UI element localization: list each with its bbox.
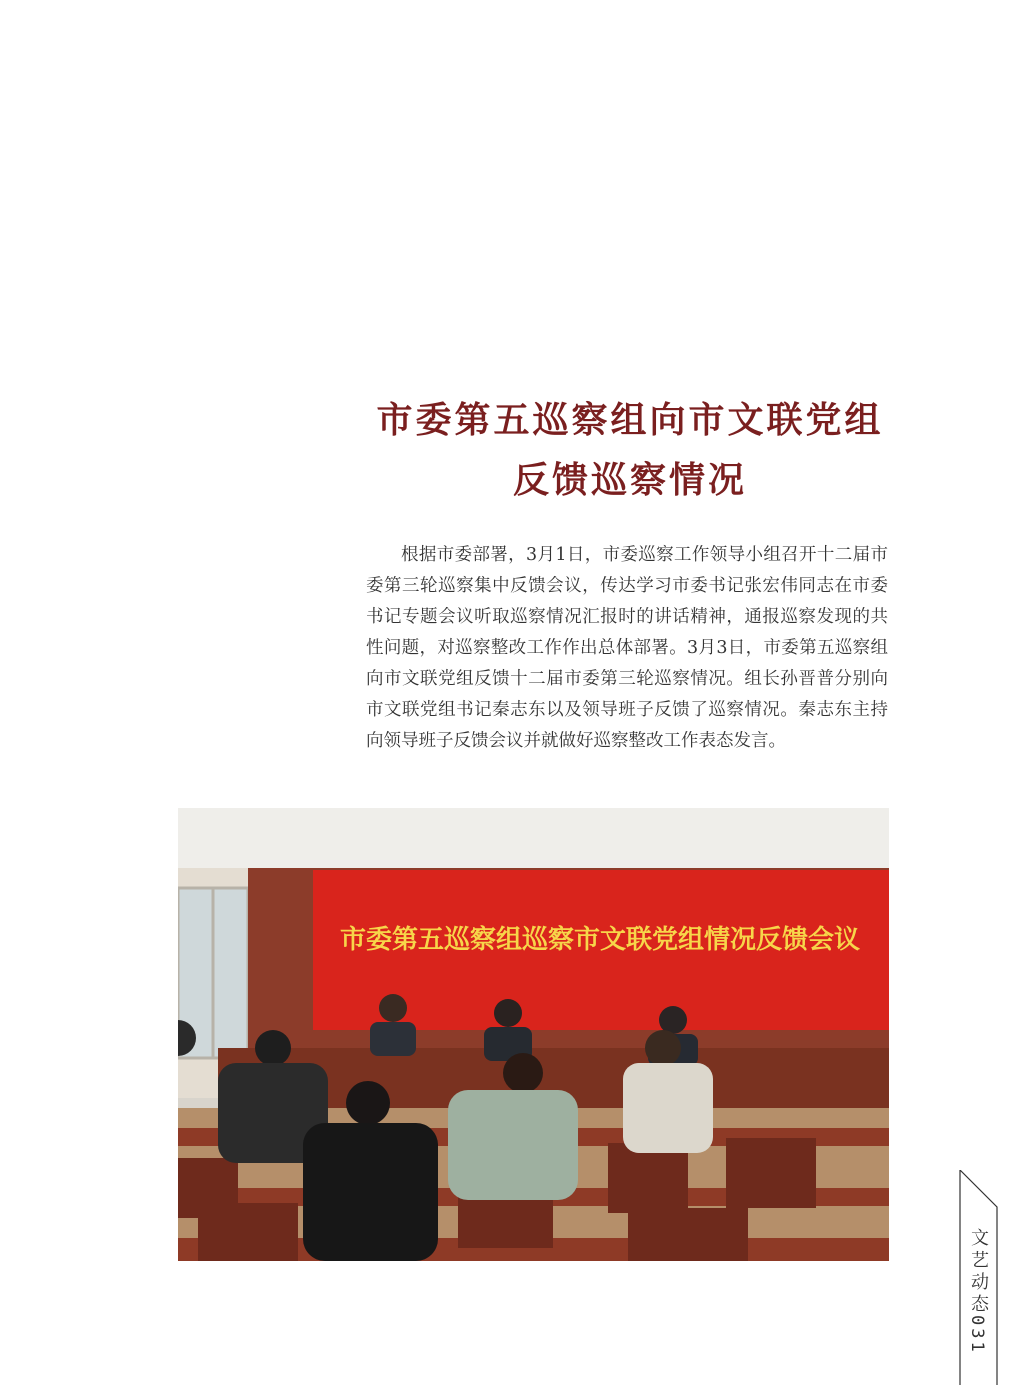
- article-title-line1: 市委第五巡察组向市文联党组: [376, 400, 884, 441]
- page-number: 031: [967, 1315, 987, 1355]
- meeting-photo: [178, 808, 889, 1261]
- banner-text: 市委第五巡察组巡察市文联党组情况反馈会议: [339, 925, 861, 955]
- article-title-line2: 反馈巡察情况: [512, 460, 747, 501]
- section-label: 文艺动态: [968, 1228, 989, 1316]
- article-paragraph: 根据市委部署，3月1日，市委巡察工作领导小组召开十二届市委第三轮巡察集中反馈会议，传达学习市委书记张宏伟同志在市委书记专题会议听取巡察情况汇报时的讲话精神，通报巡察发现的共性问题，对巡察整改工作作出总体部署。3月3日，市委第五巡察组向市文联党组反馈十二届市委第三轮巡察情况。组长孙晋普分别向市文联党组书记秦志东以及领导班子反馈了巡察情况。秦志东主持向领导班子反馈会议并就做好巡察整改工作表态发言。: [366, 545, 888, 751]
